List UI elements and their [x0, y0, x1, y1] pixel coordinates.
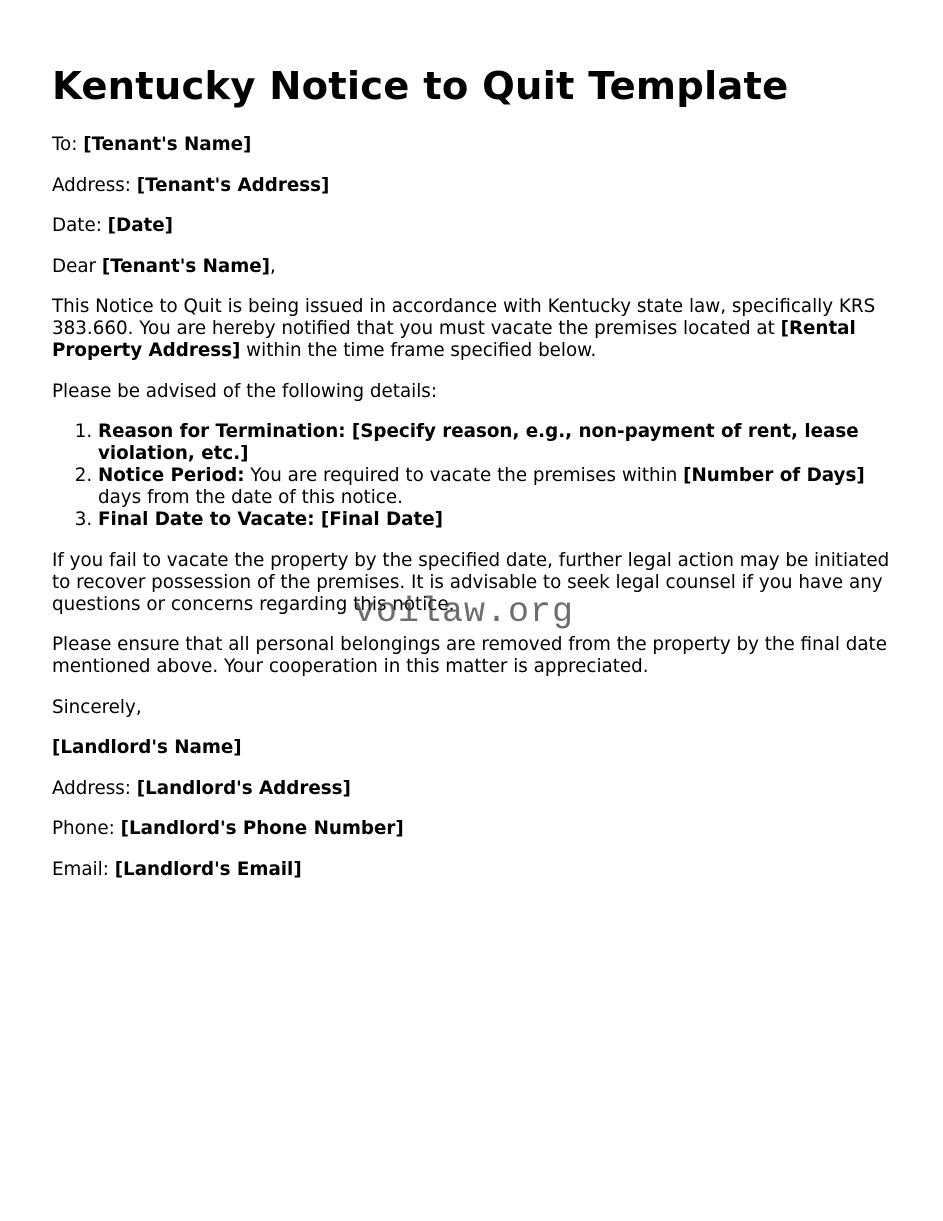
landlord-email-placeholder: [Landlord's Email] — [114, 858, 302, 880]
to-label: To: — [52, 134, 84, 155]
salutation-name: [Tenant's Name] — [101, 255, 271, 277]
document-title: Kentucky Notice to Quit Template — [52, 64, 789, 109]
intro-text-before: This Notice to Quit is being issued in accordance with Kentucky state law, specifically KRS 383.660. You are hereby notified that you must vacate the premises located at — [52, 296, 876, 339]
landlord-email-field — [52, 859, 892, 881]
detail-item-final-date — [98, 509, 892, 531]
details-lead: Please be advised of the following details: — [52, 380, 437, 402]
closing: Sincerely, — [52, 696, 142, 718]
detail-label: Notice Period: — [98, 465, 245, 486]
date-label: Date: — [52, 215, 108, 236]
date-field — [52, 215, 892, 237]
landlord-address-placeholder: [Landlord's Address] — [136, 777, 351, 799]
landlord-address-label: Address: — [52, 777, 137, 799]
salutation-prefix: Dear — [52, 255, 102, 277]
landlord-phone-placeholder: [Landlord's Phone Number] — [120, 818, 404, 839]
intro-paragraph — [52, 296, 892, 362]
detail-item-reason — [98, 421, 892, 465]
salutation-suffix: , — [270, 255, 276, 277]
landlord-name — [52, 737, 892, 759]
detail-label: Reason for Termination: [Specify reason, e.g., non-payment of rent, lease violation, etc.] — [98, 421, 859, 464]
address-label: Address: — [52, 174, 137, 196]
number-of-days-placeholder: [Number of Days] — [683, 465, 865, 486]
detail-text: days from the date of this notice. — [98, 487, 403, 508]
intro-text-after: within the time frame specified below. — [240, 340, 597, 361]
landlord-phone-field — [52, 818, 892, 840]
belongings-paragraph: Please ensure that all personal belongings are removed from the property by the final date mentioned above. Your cooperation in this matter is appreciated. — [52, 634, 887, 677]
detail-label: Final Date to Vacate: [Final Date] — [98, 509, 443, 530]
landlord-name-placeholder: [Landlord's Name] — [52, 737, 242, 758]
rental-property-placeholder: [Rental Property Address] — [52, 318, 856, 361]
details-list — [52, 421, 892, 531]
detail-item-notice-period — [98, 465, 892, 509]
tenant-name-placeholder: [Tenant's Name] — [83, 134, 252, 155]
to-field — [52, 134, 892, 156]
watermark: voilaw.org — [354, 592, 575, 632]
landlord-address-field — [52, 778, 892, 800]
landlord-phone-label: Phone: — [52, 818, 121, 839]
landlord-email-label: Email: — [52, 858, 115, 880]
address-field — [52, 175, 892, 197]
salutation — [52, 256, 892, 278]
document-page — [52, 62, 892, 899]
consequence-paragraph: If you fail to vacate the property by the specified date, further legal action may be initiated to recover possession of the premises. It is advisable to seek legal counsel if you have any questions or concerns regarding this notice. — [52, 549, 890, 615]
tenant-address-placeholder: [Tenant's Address] — [136, 174, 330, 196]
date-placeholder: [Date] — [107, 215, 174, 236]
detail-text: You are required to vacate the premises within — [244, 465, 684, 486]
